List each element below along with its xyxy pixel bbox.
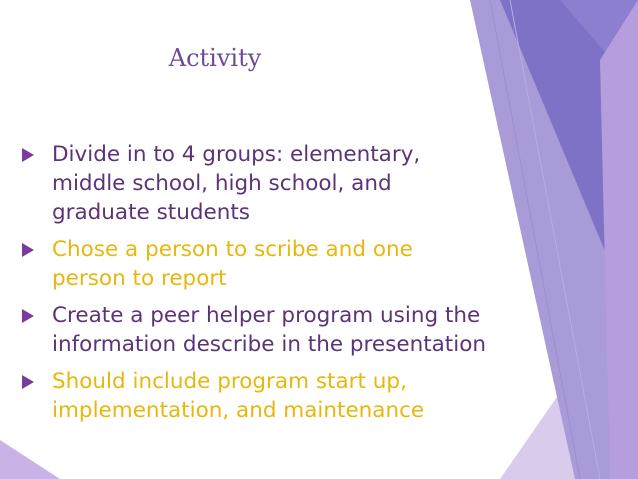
bullet-arrow-icon bbox=[22, 148, 34, 162]
bullet-item bbox=[22, 235, 492, 293]
bullet-text: Chose a person to scribe and one person to report bbox=[52, 237, 413, 291]
bullet-arrow-icon bbox=[22, 375, 34, 389]
bullet-text: Create a peer helper program using the information describe in the presentation bbox=[52, 303, 486, 357]
facet-bottom-left bbox=[0, 440, 60, 479]
bullet-arrow-icon bbox=[22, 309, 34, 323]
bullet-text: Divide in to 4 groups: elementary, middle school, high school, and graduate students bbox=[52, 142, 421, 225]
bullet-item bbox=[22, 301, 492, 359]
bullet-item bbox=[22, 367, 492, 425]
bullet-text: Should include program start up, implementation, and maintenance bbox=[52, 369, 425, 423]
bullet-list bbox=[22, 140, 492, 433]
bullet-item bbox=[22, 140, 492, 227]
bullet-arrow-icon bbox=[22, 243, 34, 257]
slide-title: Activity bbox=[168, 44, 262, 72]
